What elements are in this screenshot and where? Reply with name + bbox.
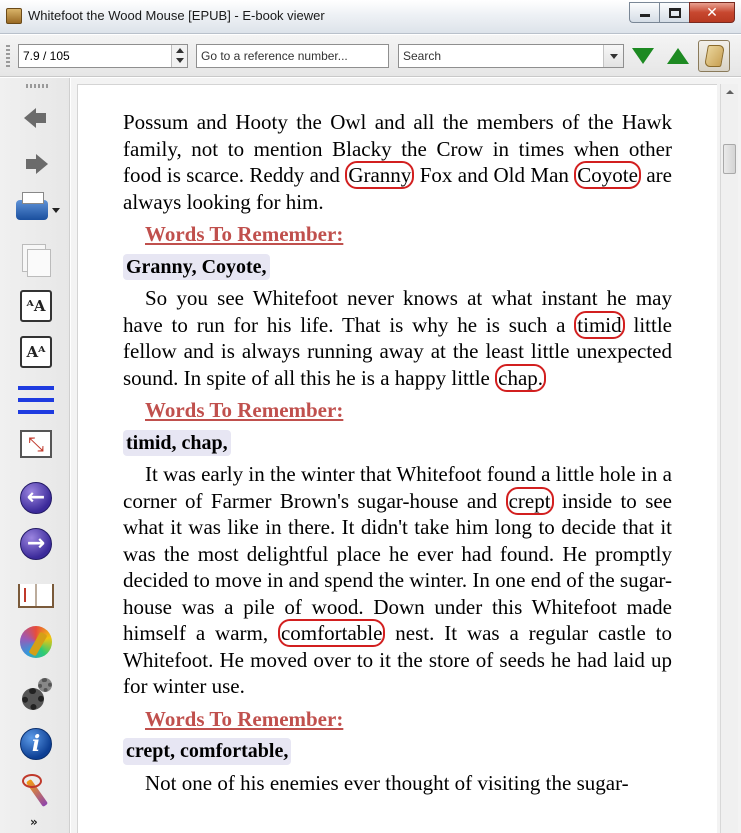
reference-input[interactable] xyxy=(196,44,389,68)
search-dropdown-button[interactable] xyxy=(603,45,623,67)
text-span: little fellow and is always running away at the least little unexpected sound. In spite of all this he is a happy little xyxy=(123,312,672,390)
reference-mode-button[interactable] xyxy=(16,380,56,420)
close-button[interactable] xyxy=(689,2,735,23)
search-combobox[interactable] xyxy=(398,44,624,68)
next-page-icon: → xyxy=(20,528,52,560)
next-page-button[interactable] xyxy=(16,524,56,564)
words-to-remember-heading: Words To Remember: xyxy=(145,222,344,246)
scroll-up-button[interactable] xyxy=(721,84,738,101)
bookmark-button[interactable] xyxy=(16,576,56,616)
printer-icon xyxy=(16,200,48,220)
previous-page-button[interactable] xyxy=(16,478,56,518)
spin-down-button[interactable] xyxy=(176,58,184,63)
vocabulary-list: Granny, Coyote, xyxy=(123,254,270,281)
circled-word: Granny xyxy=(345,161,414,189)
more-icon: » xyxy=(30,815,38,829)
search-input[interactable] xyxy=(399,45,599,67)
left-toolbar xyxy=(0,78,70,833)
find-next-icon[interactable] xyxy=(632,48,654,64)
circled-word: timid xyxy=(574,311,624,339)
previous-page-icon: ← xyxy=(20,482,52,514)
maximize-button[interactable] xyxy=(659,2,689,23)
text-span: Fox and Old Man xyxy=(414,163,575,187)
spin-up-button[interactable] xyxy=(176,48,184,53)
book-page[interactable] xyxy=(77,84,717,833)
circled-word: Coyote xyxy=(574,161,641,189)
more-button[interactable] xyxy=(16,814,56,832)
find-previous-icon[interactable] xyxy=(667,48,689,64)
palette-icon xyxy=(20,626,52,658)
print-button[interactable] xyxy=(16,190,56,230)
circled-word: chap. xyxy=(495,364,546,392)
reading-area xyxy=(71,78,741,833)
text-span: So you see Whitefoot never knows at what instant he may have to run for his life. That is why he is such a xyxy=(123,286,672,337)
copy-button[interactable] xyxy=(16,238,56,278)
back-button[interactable] xyxy=(16,98,56,138)
scroll-icon xyxy=(704,45,725,67)
font-larger-button[interactable] xyxy=(16,286,56,326)
top-toolbar xyxy=(0,35,741,77)
fullscreen-button[interactable] xyxy=(16,424,56,464)
minimize-icon xyxy=(640,14,650,17)
paragraph-4: Not one of his enemies ever thought of visiting the sugar- xyxy=(145,770,629,795)
text-span: Possum and Hooty the Owl and all the members of the Hawk family, not to mention Blacky the Crow in times when other food is scarce. Reddy and xyxy=(123,110,672,187)
wand-icon xyxy=(20,772,54,808)
minimize-button[interactable] xyxy=(629,2,659,23)
vertical-scrollbar[interactable] xyxy=(720,84,738,833)
scrollbar-thumb[interactable] xyxy=(723,144,736,174)
theme-button[interactable] xyxy=(16,622,56,662)
toolbar-grip[interactable] xyxy=(6,45,10,67)
table-of-contents-button[interactable] xyxy=(698,40,730,72)
tools-button[interactable] xyxy=(16,770,56,810)
spin-arrows xyxy=(171,45,187,67)
gear-icon xyxy=(22,688,44,710)
copy-icon xyxy=(22,244,46,272)
font-smaller-button[interactable] xyxy=(16,332,56,372)
arrow-left-icon xyxy=(24,108,36,128)
paragraph-2 xyxy=(123,285,672,391)
preferences-button[interactable] xyxy=(16,674,56,714)
close-icon: ✕ xyxy=(706,5,718,21)
info-icon: i xyxy=(20,728,52,760)
app-icon xyxy=(6,8,22,24)
circled-word: crept xyxy=(506,487,554,515)
title-bar xyxy=(0,0,741,34)
chevron-down-icon[interactable] xyxy=(52,208,60,213)
position-spinbox[interactable] xyxy=(18,44,188,68)
metadata-button[interactable] xyxy=(16,724,56,764)
vocabulary-list: timid, chap, xyxy=(123,430,231,457)
maximize-icon xyxy=(669,8,681,18)
page-content xyxy=(123,109,672,796)
window-controls xyxy=(629,2,735,24)
lines-icon xyxy=(18,386,54,414)
window-title: Whitefoot the Wood Mouse [EPUB] - E-book viewer xyxy=(28,8,325,23)
gear-small-icon xyxy=(38,678,52,692)
circled-word: comfortable xyxy=(278,619,385,647)
position-input[interactable] xyxy=(19,45,169,67)
forward-button[interactable] xyxy=(16,144,56,184)
paragraph-1 xyxy=(123,109,672,215)
text-span: It was early in the winter that Whitefoot found a little hole in a corner of Farmer Brown's sugar-house and xyxy=(123,462,672,513)
sidebar-grip[interactable] xyxy=(26,84,48,88)
book-icon xyxy=(18,584,54,608)
words-to-remember-heading: Words To Remember: xyxy=(145,706,344,731)
vocabulary-list: crept, comfortable, xyxy=(123,738,291,765)
font-larger-icon: ᴬA xyxy=(20,290,52,322)
font-smaller-icon: Aᴬ xyxy=(20,336,52,368)
gears-icon xyxy=(18,676,54,712)
words-to-remember-heading: Words To Remember: xyxy=(145,398,344,422)
paragraph-3 xyxy=(123,461,672,700)
fullscreen-icon xyxy=(20,430,52,458)
text-span: nest. It was a regular castle to Whitefoot. He moved over to it the store of seeds he had laid up for winter use. xyxy=(123,621,672,698)
text-span: inside to see what it was like in there. It didn't take him long to decide that it was the most delightful place he ever had found. He promptly decided to move in and spend the winter. In one end of the sugar-house was a pile of wood. Down under this Whitefoot made himself a warm, xyxy=(123,488,673,645)
arrow-right-icon xyxy=(36,154,48,174)
text-span: are always looking for him. xyxy=(123,163,672,214)
